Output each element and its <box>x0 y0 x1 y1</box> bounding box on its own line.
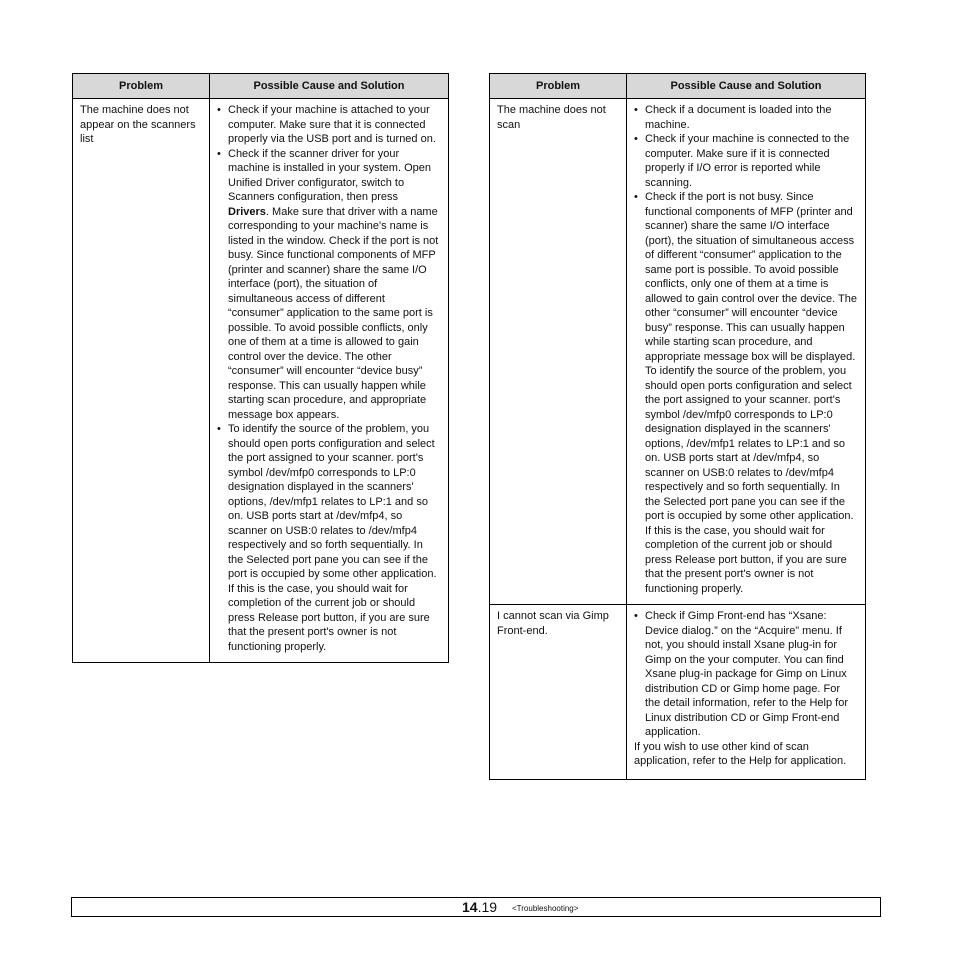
column-header-problem: Problem <box>73 74 210 99</box>
table-header-row <box>490 74 866 99</box>
problem-cell <box>490 99 627 605</box>
troubleshooting-table-left <box>72 73 449 663</box>
solution-bullet: • Check if Gimp Front-end has “Xsane: Device dialog.” on the “Acquire” menu. If not, you should install Xsane plug-in for Gimp on the your computer. You can find Xsane plug-in package for Gimp on Linux distribution CD or Gimp home page. For the detail information, refer to the Help for Linux distribution CD or Gimp Front-end application. <box>634 609 858 740</box>
solution-bullet: • Check if the scanner driver for your machine is installed in your system. Open Unified Driver configurator, switch to Scanners configuration, then press Drivers. Make sure that driver with a name corresponding to your machine's name is listed in the window. Check if the port is not busy. Since functional components of MFP (printer and scanner) share the same I/O interface (port), the situation of simultaneous access of different “consumer” application to the same port is possible. To avoid possible conflicts, only one of them at a time is allowed to gain control over the device. The other “consumer” will encounter “device busy” response. This can usually happen while starting scan procedure, and appropriate message box appears. <box>217 147 441 423</box>
solution-bullet: • Check if your machine is connected to the computer. Make sure if it is connected properly if I/O error is reported while scanning. <box>634 132 858 190</box>
solution-list <box>634 609 858 740</box>
troubleshooting-table-right <box>489 73 866 780</box>
solution-paragraph: If you wish to use other kind of scan application, refer to the Help for application. <box>634 740 847 767</box>
solution-paragraph: To identify the source of the problem, you should open ports configuration and select the port assigned to your scanner. port's symbol /dev/mfp0 corresponds to LP:0 designation displayed in the scanners' options, /dev/mfp1 relates to LP:1 and so on. USB ports start at /dev/mfp4, so scanner on USB:0 relates to /dev/mfp4 respectively and so forth sequentially. In the Selected port pane you can see if the port is occupied by some other application. If this is the case, you should wait for completion of the current job or should press Release port button, if you are sure that the present port's owner is not functioning properly. <box>645 365 854 595</box>
table-row <box>490 99 866 605</box>
table-row <box>73 99 449 663</box>
solution-bullet: • Check if a document is loaded into the machine. <box>634 103 858 132</box>
table-header-row <box>73 74 449 99</box>
column-header-solution: Possible Cause and Solution <box>627 74 866 99</box>
solution-bullet: • To identify the source of the problem, you should open ports configuration and select the port assigned to your scanner. port's symbol /dev/mfp0 corresponds to LP:0 designation displayed in the scanners' options, /dev/mfp1 relates to LP:1 and so on. USB ports start at /dev/mfp4, so scanner on USB:0 relates to /dev/mfp4 respectively and so forth sequentially. In the Selected port pane you can see if the port is occupied by some other application. If this is the case, you should wait for completion of the current job or should press Release port button, if you are sure that the present port's owner is not functioning properly. <box>217 422 441 654</box>
solution-bullet: • Check if your machine is attached to your computer. Make sure that it is connected properly via the USB port and is turned on. <box>217 103 441 147</box>
page-footer <box>71 897 881 917</box>
column-header-solution: Possible Cause and Solution <box>210 74 449 99</box>
problem-cell <box>490 605 627 780</box>
solution-cell <box>627 99 866 605</box>
problem-cell <box>73 99 210 663</box>
solution-bullet: • Check if the port is not busy. Since functional components of MFP (printer and scanner) share the same I/O interface (port), the situation of simultaneous access of different “consumer” application to the same port is possible. To avoid possible conflicts, only one of them at a time is allowed to gain control over the device. The other “consumer” will encounter “device busy” response. This can usually happen while starting scan procedure, and appropriate message box will be displayed. <box>634 190 858 364</box>
section-label: <Troubleshooting> <box>512 904 579 913</box>
solution-cell <box>627 605 866 780</box>
table-row <box>490 605 866 780</box>
problem-text: The machine does not scan <box>497 104 606 131</box>
solution-cell <box>210 99 449 663</box>
problem-text: I cannot scan via Gimp Front-end. <box>497 610 609 637</box>
column-header-problem: Problem <box>490 74 627 99</box>
page-number: 14.19 <box>462 899 498 915</box>
problem-text: The machine does not appear on the scanners list <box>80 104 196 145</box>
drivers-emphasis: Drivers <box>228 205 266 218</box>
solution-list <box>217 103 441 654</box>
solution-list <box>634 103 858 364</box>
